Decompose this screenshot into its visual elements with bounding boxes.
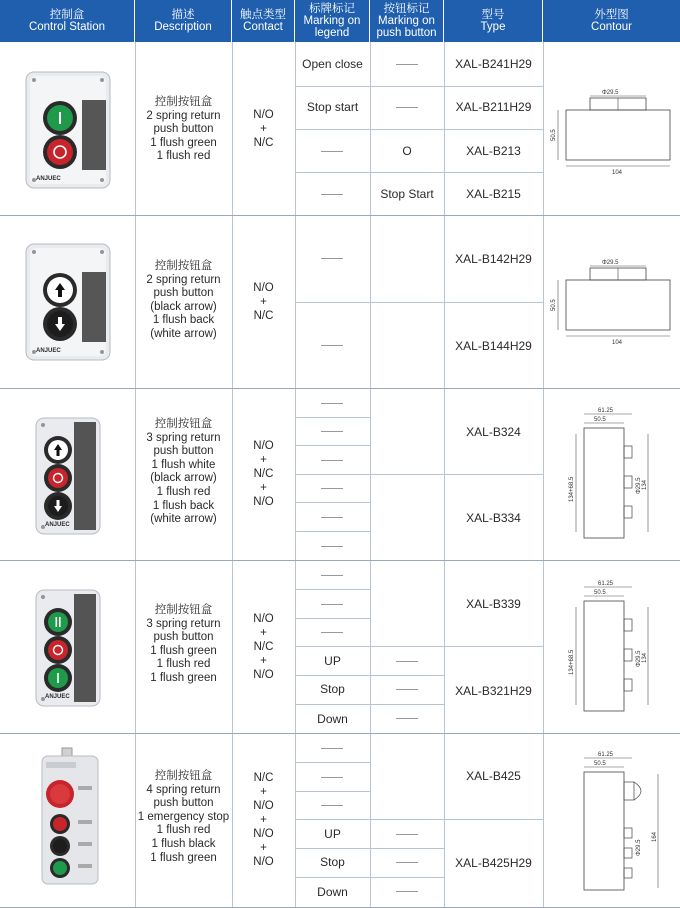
row1-legend-dash-4 xyxy=(321,194,343,195)
row3-contour-phi: Φ29.5 xyxy=(636,477,642,494)
row3-contact: N/O + N/C + N/O xyxy=(253,440,274,508)
row2-contour-width: 104 xyxy=(612,340,623,346)
row1-contour-width: 104 xyxy=(612,170,623,176)
row4-type-2: XAL-B321H29 xyxy=(455,684,532,698)
photo-brand-2: ANJUEC xyxy=(36,348,61,354)
row5-legend-stop: Stop xyxy=(320,855,345,869)
row4-button-dash-2 xyxy=(396,689,418,690)
row5-contact: N/C + N/O + N/O + N/O xyxy=(253,772,274,868)
row5-contour-phi: Φ29.5 xyxy=(636,839,642,856)
row1-contour-phi: Φ29.5 xyxy=(602,90,619,96)
row3-legend-dash-2 xyxy=(321,431,343,432)
row2-type-2: XAL-B144H29 xyxy=(455,339,532,353)
row3-contour-left: 134+68.5 xyxy=(569,476,575,502)
row3-contour-right: 134 xyxy=(642,479,648,490)
row5-button-dash-1 xyxy=(396,834,418,835)
row5-type-1: XAL-B425 xyxy=(466,769,521,783)
row3-contour-drawing xyxy=(562,404,662,549)
row4-legend-stop: Stop xyxy=(320,682,345,696)
row4-legend-dash-1 xyxy=(321,575,343,576)
row1-legend-dash-3 xyxy=(321,151,343,152)
row1-legend-2: Stop start xyxy=(306,100,359,114)
photo-brand: ANJUEC xyxy=(36,176,61,182)
row4-description: 控制按钮盒 3 spring return push button 1 flush green 1 flush red 1 flush green xyxy=(146,604,221,684)
row4-type-1: XAL-B339 xyxy=(466,597,521,611)
row1-contact: N/O + N/C xyxy=(253,109,274,149)
row1-type-2: XAL-B211H29 xyxy=(455,100,532,114)
row5-legend-up: UP xyxy=(324,827,341,841)
header-contact: 触点类型 Contact xyxy=(232,0,295,42)
row3-type-1: XAL-B324 xyxy=(466,425,521,439)
row4-button-dash-3 xyxy=(396,718,418,719)
row5-button-dash-2 xyxy=(396,862,418,863)
row4-contour-right: 134 xyxy=(642,652,648,663)
row5-contour-right: 164 xyxy=(652,831,658,842)
row3-legend-dash-5 xyxy=(321,517,343,518)
row3-legend-dash-1 xyxy=(321,403,343,404)
header-marking-legend: 标牌标记 Marking on legend xyxy=(295,0,370,42)
row3-type-2: XAL-B334 xyxy=(466,511,521,525)
row3-legend-dash-4 xyxy=(321,488,343,489)
row1-button-4: Stop Start xyxy=(380,187,434,201)
row1-type-4: XAL-B215 xyxy=(466,187,521,201)
row1-contour-height: 50.5 xyxy=(551,129,557,141)
row3-contour-w2: 50.5 xyxy=(594,417,606,423)
row2-type-1: XAL-B142H29 xyxy=(455,252,532,266)
row5-contour-drawing xyxy=(562,748,672,903)
row1-button-3: O xyxy=(402,144,412,158)
row4-contour-drawing xyxy=(562,577,662,722)
row1-type-3: XAL-B213 xyxy=(466,144,521,158)
row5-legend-dash-2 xyxy=(321,777,343,778)
row4-legend-down: Down xyxy=(317,712,348,726)
control-station-photo-4-button-emergency xyxy=(38,746,102,891)
row5-legend-dash-1 xyxy=(321,748,343,749)
header-contour: 外型图 Contour xyxy=(591,9,632,33)
row4-legend-dash-3 xyxy=(321,632,343,633)
row4-contour-phi: Φ29.5 xyxy=(636,650,642,667)
row5-contour-w1: 61.25 xyxy=(598,752,614,758)
row2-contour-drawing xyxy=(546,256,676,351)
row4-contour-w1: 61.25 xyxy=(598,581,614,587)
header-marking-button: 按钮标记 Marking on push button xyxy=(370,0,444,42)
row1-legend-1: Open close xyxy=(302,57,363,71)
row3-legend-dash-3 xyxy=(321,460,343,461)
photo-brand-4: ANJUEC xyxy=(45,694,70,700)
row1-contour-drawing xyxy=(546,86,676,181)
header-type: 型号 Type xyxy=(444,0,543,42)
table-header xyxy=(0,0,680,42)
row5-legend-dash-3 xyxy=(321,805,343,806)
row4-legend-up: UP xyxy=(324,654,341,668)
row4-contour-w2: 50.5 xyxy=(594,590,606,596)
row4-contact: N/O + N/C + N/O xyxy=(253,613,274,681)
row5-type-2: XAL-B425H29 xyxy=(455,856,532,870)
row1-button-dash-1 xyxy=(396,64,418,65)
row4-legend-dash-2 xyxy=(321,604,343,605)
row1-type-1: XAL-B241H29 xyxy=(455,57,532,71)
row2-legend-dash-1 xyxy=(321,258,343,259)
row5-description: 控制按钮盒 4 spring return push button 1 emergency stop 1 flush red 1 flush black 1 flush green xyxy=(137,770,230,864)
row2-description: 控制按钮盒 2 spring return push button (black arrow) 1 flush back (white arrow) xyxy=(146,260,221,340)
row3-description: 控制按钮盒 3 spring return push button 1 flush white (black arrow) 1 flush red 1 flush back (white arrow) xyxy=(146,418,221,526)
row2-contact: N/O + N/C xyxy=(253,282,274,322)
row3-legend-dash-6 xyxy=(321,546,343,547)
row1-button-dash-2 xyxy=(396,107,418,108)
header-description: 描述 Description xyxy=(135,0,232,42)
row5-contour-w2: 50.5 xyxy=(594,761,606,767)
row4-button-dash-1 xyxy=(396,661,418,662)
row2-contour-height: 50.5 xyxy=(551,299,557,311)
row5-button-dash-3 xyxy=(396,891,418,892)
row2-legend-dash-2 xyxy=(321,345,343,346)
row4-contour-left: 134+68.5 xyxy=(569,649,575,675)
row3-contour-w1: 61.25 xyxy=(598,408,614,414)
row2-contour-phi: Φ29.5 xyxy=(602,260,619,266)
photo-brand-3: ANJUEC xyxy=(45,522,70,528)
header-control-station: 控制盒 Control Station xyxy=(0,0,135,42)
row5-legend-down: Down xyxy=(317,885,348,899)
row1-description: 控制按钮盒 2 spring return push button 1 flush green 1 flush red xyxy=(146,96,221,163)
